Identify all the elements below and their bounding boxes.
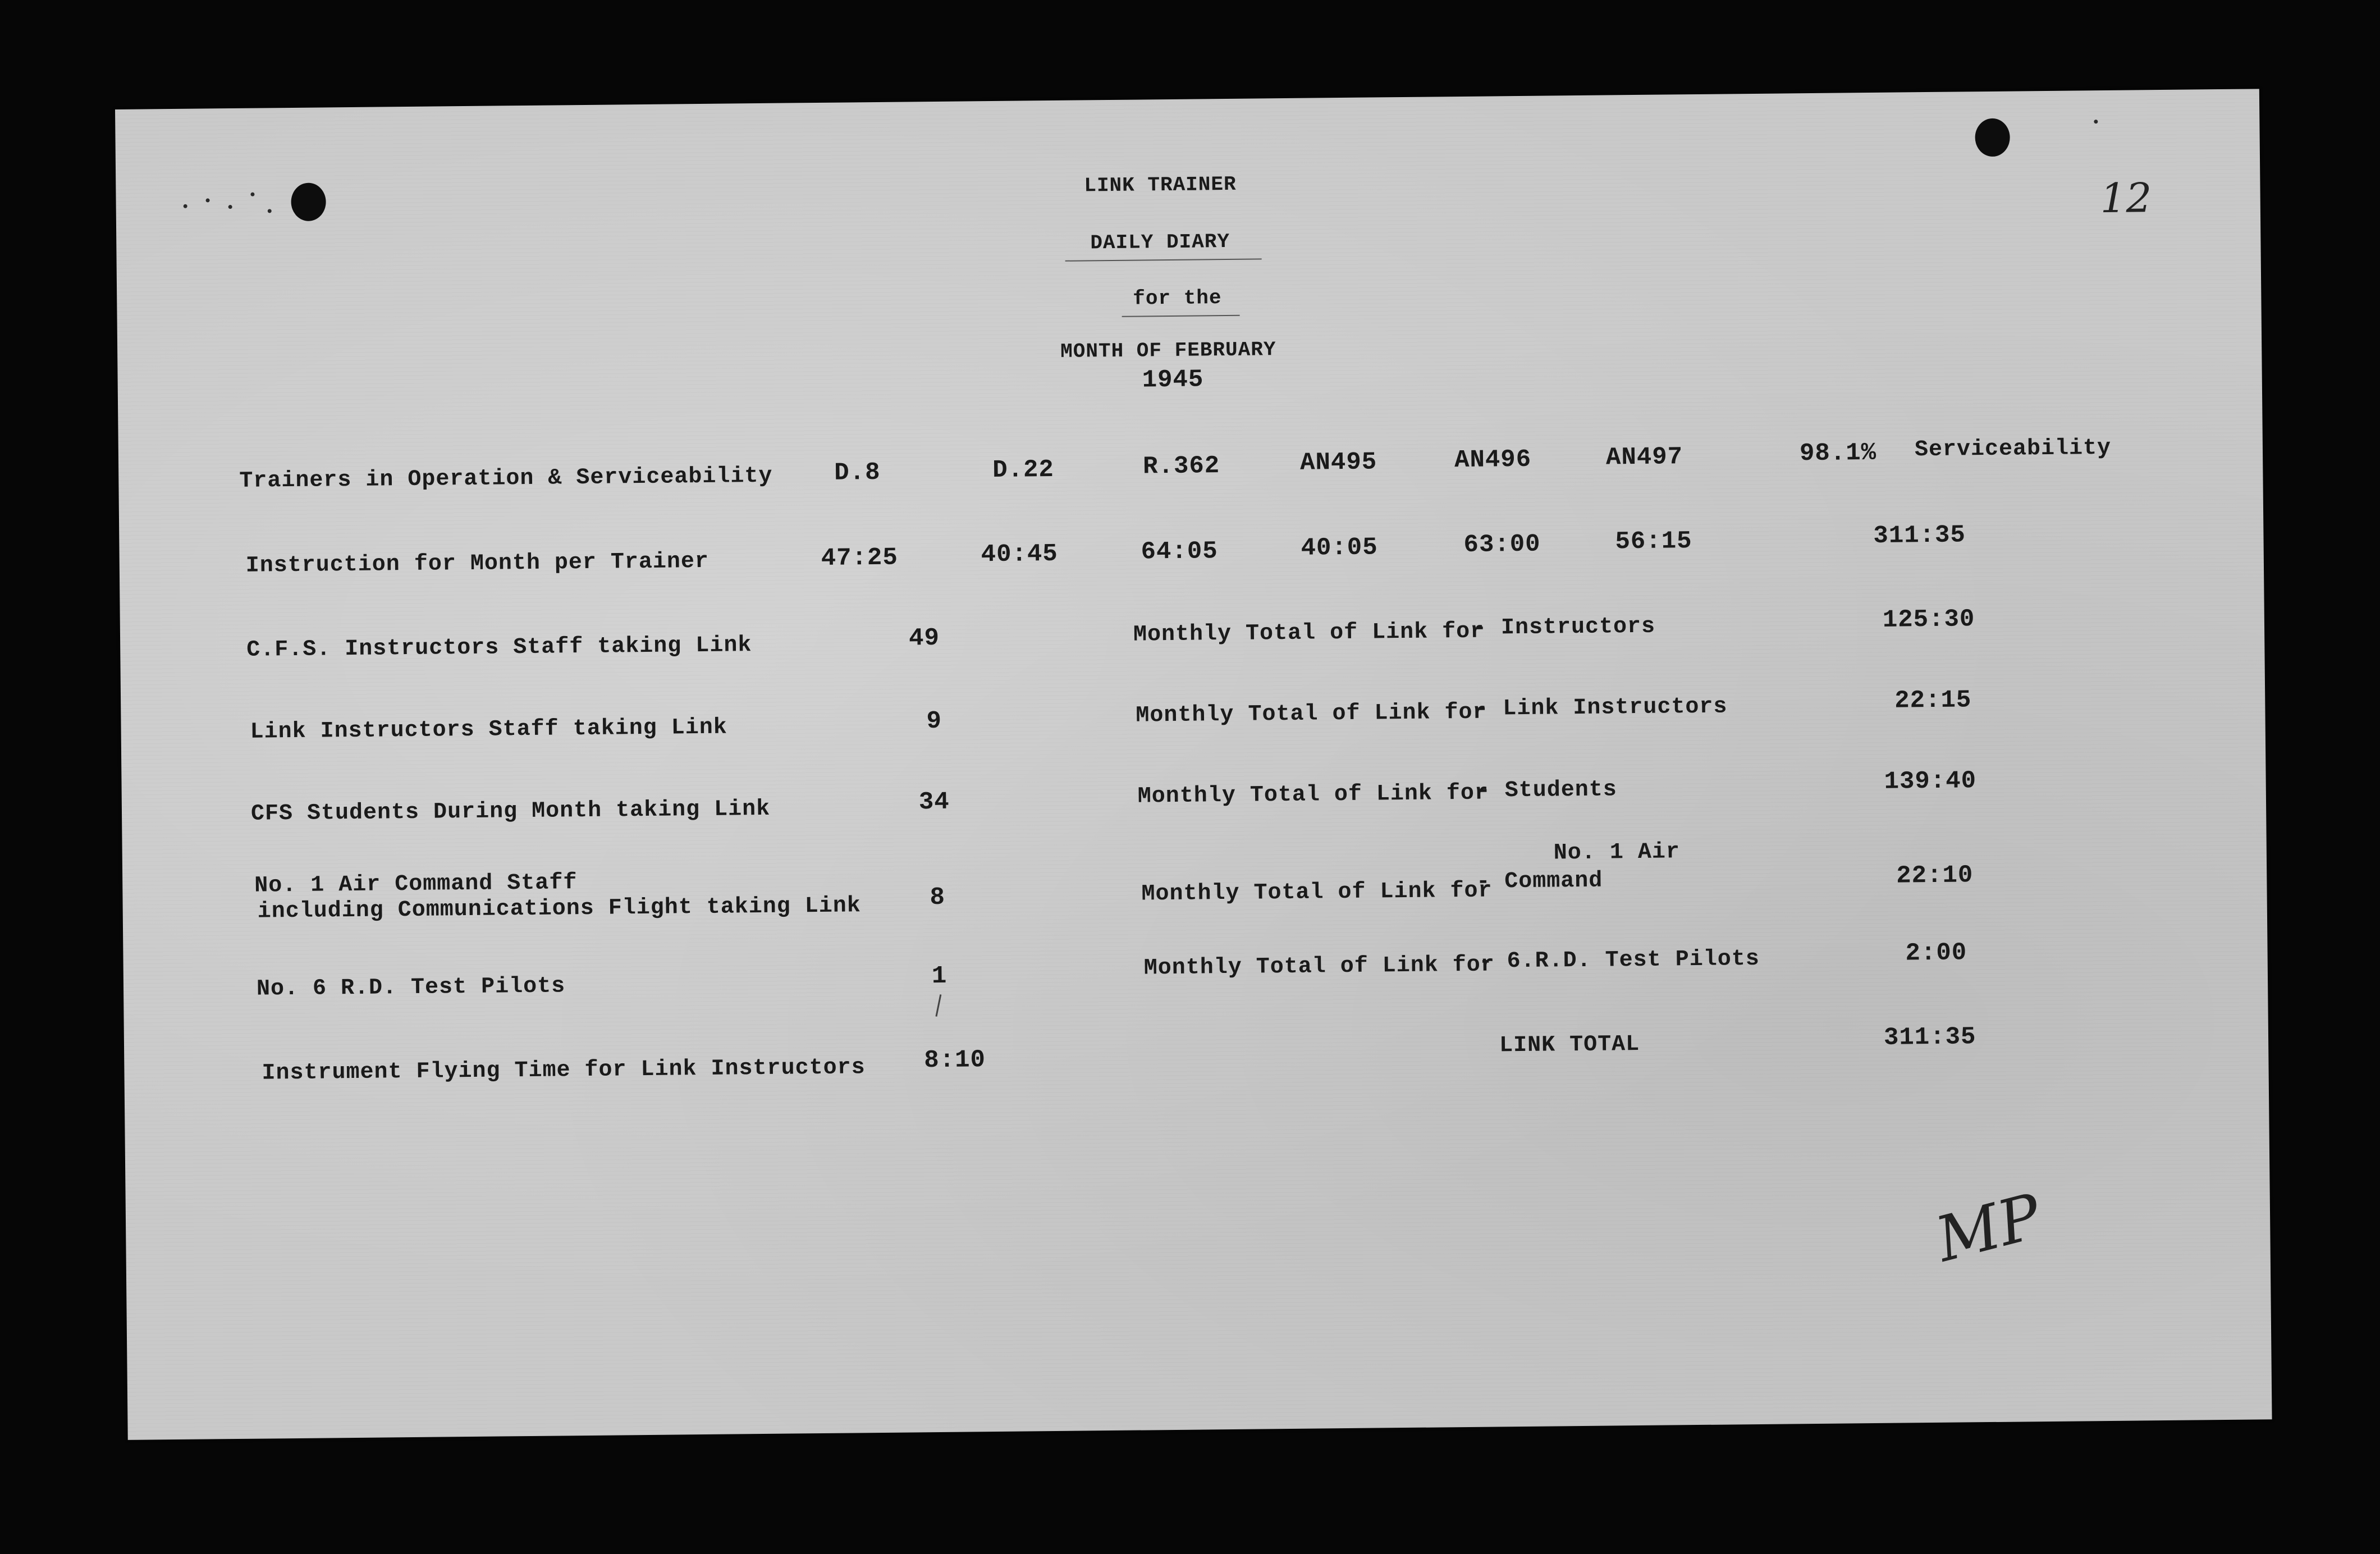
header-underline	[1122, 315, 1240, 317]
row-category: - Students	[1476, 777, 1618, 804]
row-monthly-label: Monthly Total of Link for	[1143, 952, 1495, 981]
row-label: No. 6 R.D. Test Pilots	[256, 973, 566, 1002]
trainers-label: Trainers in Operation & Serviceability	[239, 463, 773, 494]
row-count: 49	[908, 624, 940, 653]
header-line-4: MONTH OF FEBRUARY	[1060, 338, 1276, 363]
serviceability-label: Serviceability	[1914, 435, 2112, 463]
trainer-id: AN495	[1299, 448, 1377, 477]
speck	[206, 198, 210, 202]
link-total-label: LINK TOTAL	[1499, 1032, 1640, 1059]
link-total-value: 311:35	[1883, 1023, 1976, 1052]
row-monthly-label: Monthly Total of Link for	[1141, 878, 1493, 907]
trainer-id: AN497	[1605, 443, 1683, 472]
trainer-id: R.362	[1142, 452, 1220, 481]
header-line-1: LINK TRAINER	[1084, 172, 1237, 198]
row-category: - 6.R.D. Test Pilots	[1479, 946, 1760, 975]
header-line-2: DAILY DIARY	[1090, 230, 1230, 255]
row-hours: 2:00	[1905, 939, 1967, 968]
row-monthly-label: Monthly Total of Link for	[1136, 700, 1487, 729]
pencil-mark	[935, 994, 941, 1017]
trainer-id: D.22	[992, 455, 1055, 485]
row-monthly-label: Monthly Total of Link for	[1137, 780, 1489, 810]
instruction-total: 311:35	[1873, 521, 1966, 550]
row-category-line-2: - Command	[1476, 868, 1603, 895]
instruction-value: 64:05	[1141, 537, 1218, 566]
row-monthly-label: Monthly Total of Link for	[1133, 619, 1485, 648]
instruction-value: 63:00	[1463, 530, 1541, 559]
row-label: Link Instructors Staff taking Link	[250, 715, 727, 745]
row-category: - Link Instructors	[1475, 694, 1728, 722]
row-count: 34	[918, 788, 950, 817]
row-label: C.F.S. Instructors Staff taking Link	[246, 633, 752, 663]
row-label: CFS Students During Month taking Link	[250, 796, 771, 827]
row-label-line-2: including Communications Flight taking Link	[257, 893, 862, 925]
instrument-label: Instrument Flying Time for Link Instructors	[262, 1055, 866, 1086]
instruction-value: 47:25	[821, 543, 899, 573]
row-category: No. 1 Air	[1553, 839, 1681, 866]
instruction-value: 56:15	[1615, 527, 1692, 556]
row-count: 1	[931, 962, 948, 991]
instrument-value: 8:10	[924, 1046, 986, 1075]
paper-sheet	[115, 89, 2272, 1440]
speck	[228, 205, 232, 209]
trainer-id: AN496	[1454, 445, 1532, 475]
header-line-5: 1945	[1142, 365, 1204, 395]
row-count: 8	[930, 883, 946, 912]
punch-hole-left	[291, 182, 326, 221]
page-number: 12	[2100, 174, 2152, 222]
speck	[2094, 120, 2098, 124]
trainer-id: D.8	[834, 458, 881, 487]
instruction-value: 40:05	[1301, 533, 1378, 563]
speck	[250, 193, 254, 196]
row-hours: 139:40	[1884, 767, 1977, 796]
header-line-3: for the	[1133, 286, 1222, 310]
row-hours: 22:15	[1894, 686, 1972, 715]
header-underline	[1065, 258, 1262, 261]
row-label: No. 1 Air Command Staff	[254, 870, 578, 899]
punch-hole-right	[1975, 118, 2010, 157]
row-hours: 125:30	[1882, 605, 1975, 634]
serviceability-percent: 98.1%	[1799, 438, 1877, 468]
row-hours: 22:10	[1896, 861, 1974, 890]
speck	[268, 209, 272, 213]
instruction-label: Instruction for Month per Trainer	[245, 549, 710, 579]
instruction-value: 40:45	[981, 540, 1058, 569]
row-category: - Instructors	[1472, 614, 1656, 641]
speck	[184, 204, 187, 208]
handwritten-initials: MP	[1929, 1180, 2049, 1276]
row-count: 9	[926, 707, 942, 736]
